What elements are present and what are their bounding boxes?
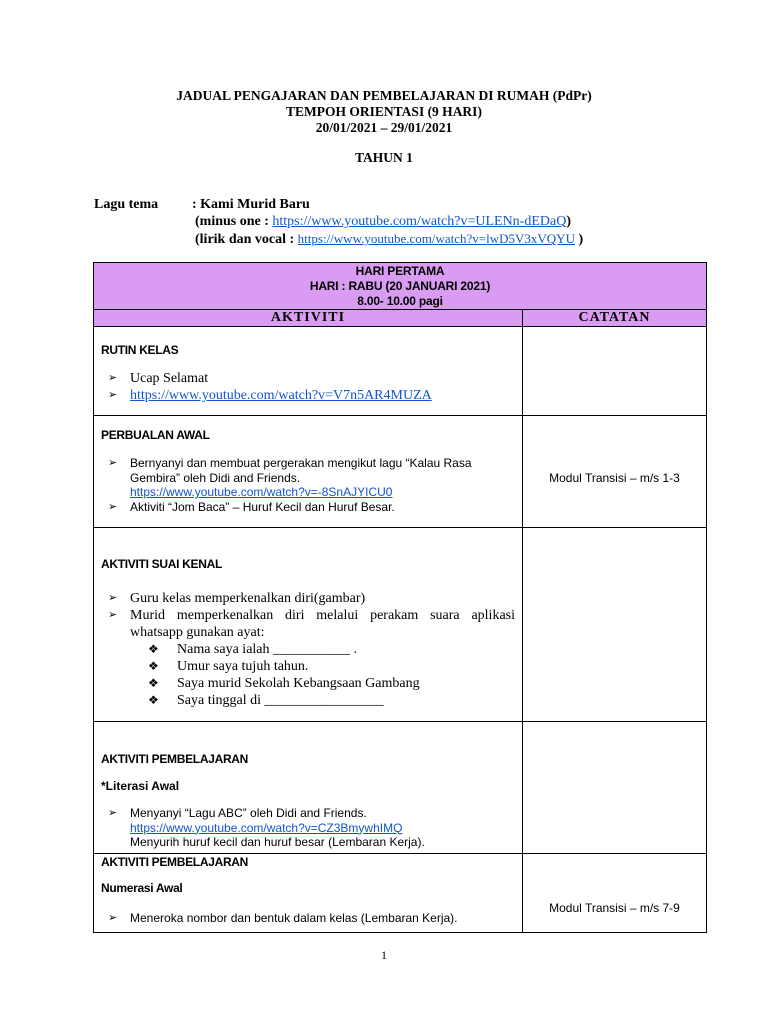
literasi-list: [101, 806, 515, 850]
list-item: ➢ Meneroka nombor dan bentuk dalam kelas (Lembaran Kerja).: [108, 911, 458, 925]
pembelajaran-literasi-title: AKTIVITI PEMBELAJARAN: [101, 752, 249, 766]
literasi-link[interactable]: https://www.youtube.com/watch?v=CZ3BmywhIMQ: [130, 820, 403, 835]
diamond-bullet-icon: ❖: [148, 659, 159, 673]
list-item: ➢ Bernyanyi dan membuat pergerakan mengikut lagu “Kalau Rasa Gembira” oleh Didi and Friends. https://www.youtube.com/watch?v=-8SnAJYICU0: [108, 456, 472, 499]
day-header: [94, 263, 707, 310]
rutin-link[interactable]: https://www.youtube.com/watch?v=V7n5AR4MUZA: [130, 388, 432, 403]
suai-kenal-sublist: [101, 641, 515, 709]
minus-one-prefix: (minus one :: [195, 214, 273, 229]
perbualan-catatan-cell: [523, 416, 707, 528]
pembelajaran-numerasi-cell: [94, 854, 523, 933]
arrow-bullet-icon: ➢: [108, 807, 118, 819]
lagu-value: : Kami Murid Baru: [192, 197, 310, 212]
pembelajaran-literasi-cell: [94, 722, 523, 854]
arrow-bullet-icon: ➢: [108, 389, 118, 401]
list-item: ➢ Menyanyi “Lagu ABC” oleh Didi and Friends. https://www.youtube.com/watch?v=CZ3BmywhIMQ Menyurih huruf kecil dan huruf besar (Lembaran Kerja).: [108, 806, 425, 849]
list-item: ➢ Guru kelas memperkenalkan diri(gambar): [108, 591, 366, 606]
arrow-bullet-icon: ➢: [108, 500, 118, 513]
arrow-bullet-icon: ➢: [108, 457, 118, 469]
day-date: HARI : RABU (20 JANUARI 2021): [309, 279, 491, 293]
rutin-list: [101, 370, 515, 404]
list-item: ❖ Umur saya tujuh tahun.: [148, 659, 309, 674]
arrow-bullet-icon: ➢: [108, 912, 118, 924]
lirik-suffix: ): [574, 232, 584, 247]
lirik-prefix: (lirik dan vocal :: [195, 232, 298, 247]
col-aktiviti-header: AKTIVITI: [94, 310, 523, 327]
list-item: ❖ Saya murid Sekolah Kebangsaan Gambang: [148, 676, 420, 691]
diamond-bullet-icon: ❖: [148, 693, 159, 707]
list-item: ➢ Ucap Selamat: [108, 371, 209, 386]
perbualan-list: [101, 456, 515, 514]
list-item: ❖ Nama saya ialah ___________ .: [148, 642, 358, 657]
arrow-bullet-icon: ➢: [108, 592, 118, 604]
perbualan-catatan: Modul Transisi – m/s 1-3: [549, 471, 680, 485]
title-line-3: 20/01/2021 – 29/01/2021: [315, 120, 453, 135]
suai-kenal-list: [101, 590, 515, 641]
title-line-1: JADUAL PENGAJARAN DAN PEMBELAJARAN DI RUMAH (PdPr): [176, 88, 592, 103]
perbualan-title: PERBUALAN AWAL: [101, 428, 210, 442]
perbualan-awal-cell: [94, 416, 523, 528]
rutin-kelas-cell: [94, 327, 523, 416]
lagu-tema-block: [94, 196, 583, 248]
numerasi-catatan-cell: [523, 854, 707, 933]
page-number: 1: [381, 948, 387, 962]
col-catatan-header: CATATAN: [523, 310, 707, 327]
list-item: ❖ Saya tinggal di _________________: [148, 693, 384, 708]
pembelajaran-numerasi-title: AKTIVITI PEMBELAJARAN: [101, 855, 249, 869]
rutin-kelas-title: RUTIN KELAS: [101, 343, 179, 357]
literasi-subtitle: *Literasi Awal: [101, 779, 180, 793]
perbualan-link[interactable]: https://www.youtube.com/watch?v=-8SnAJYICU0: [130, 485, 393, 499]
schedule-table: [93, 262, 707, 933]
arrow-bullet-icon: ➢: [108, 609, 118, 621]
day-title: HARI PERTAMA: [355, 264, 445, 278]
numerasi-subtitle: Numerasi Awal: [101, 881, 183, 895]
day-time: 8.00- 10.00 pagi: [357, 294, 443, 308]
list-item: ➢ Aktiviti “Jom Baca” – Huruf Kecil dan Huruf Besar.: [108, 499, 395, 514]
suai-kenal-title: AKTIVITI SUAI KENAL: [101, 557, 222, 571]
arrow-bullet-icon: ➢: [108, 372, 118, 384]
numerasi-catatan: Modul Transisi – m/s 7-9: [549, 901, 680, 915]
numerasi-list: [101, 911, 515, 926]
tahun-heading: TAHUN 1: [355, 150, 413, 165]
list-item: [101, 387, 515, 404]
document-title: [0, 88, 768, 136]
suai-kenal-catatan-cell: [523, 528, 707, 722]
diamond-bullet-icon: ❖: [148, 676, 159, 690]
diamond-bullet-icon: ❖: [148, 642, 159, 656]
literasi-catatan-cell: [523, 722, 707, 854]
minus-one-link[interactable]: https://www.youtube.com/watch?v=ULENn-dEDaQ: [272, 214, 567, 229]
lagu-label: Lagu tema: [94, 197, 159, 212]
title-line-2: TEMPOH ORIENTASI (9 HARI): [286, 104, 482, 119]
suai-kenal-cell: [94, 528, 523, 722]
list-item: ➢ Murid memperkenalkan diri melalui perakam suara aplikasi whatsapp gunakan ayat:: [108, 608, 515, 640]
minus-one-suffix: ): [566, 214, 572, 229]
lirik-link[interactable]: https://www.youtube.com/watch?v=lwD5V3xVQYU: [297, 231, 575, 246]
rutin-catatan-cell: [523, 327, 707, 416]
